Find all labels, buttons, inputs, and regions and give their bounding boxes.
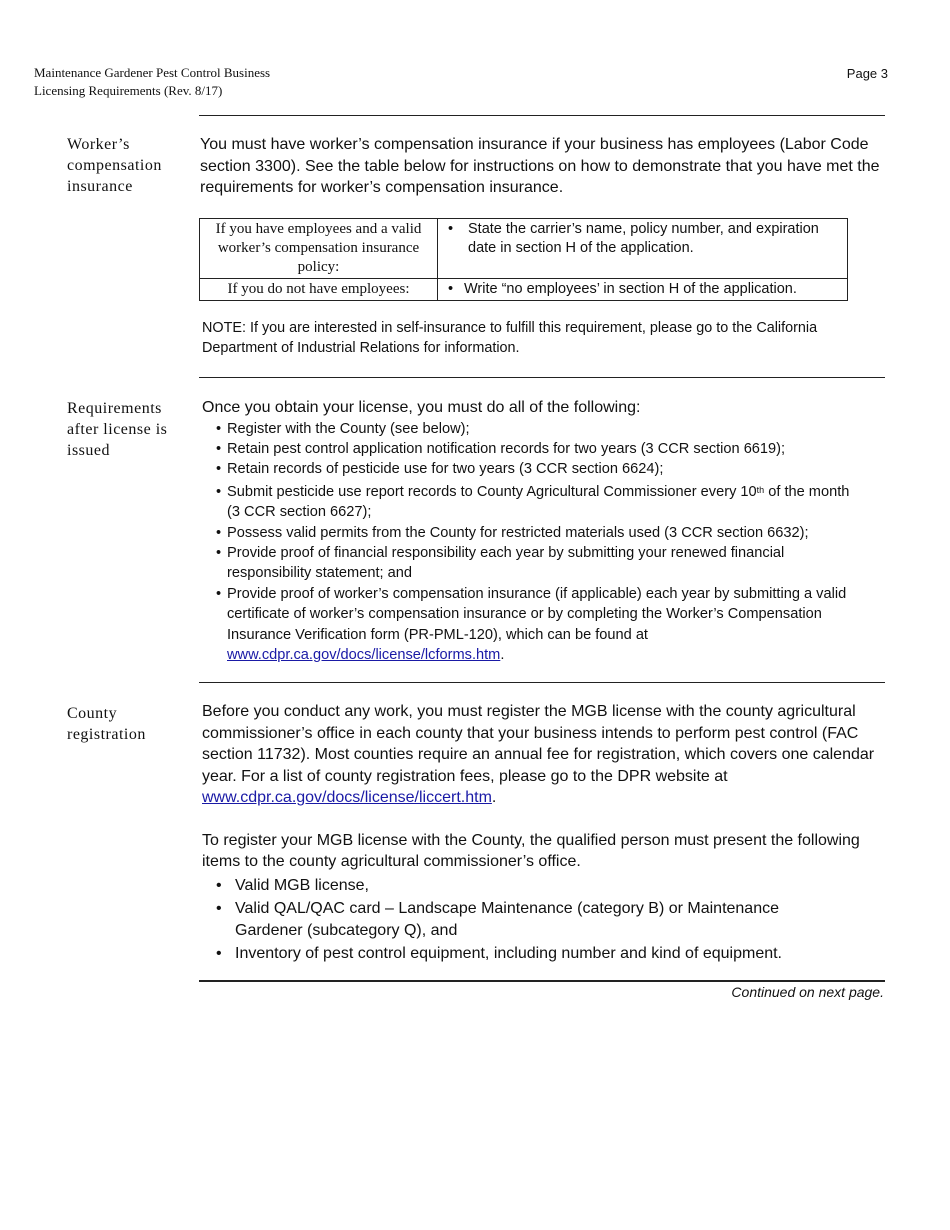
document-header xyxy=(34,64,270,100)
table-cell-condition: If you have employees and a valid worker’s compensation insurance policy: xyxy=(200,219,438,279)
list-item: • Inventory of pest control equipment, including number and kind of equipment. xyxy=(216,945,782,962)
section-label-county-registration: County registration xyxy=(67,705,146,743)
county-requirements-list xyxy=(202,875,892,965)
section-label-workers-comp: Worker’s compensation insurance xyxy=(67,136,162,195)
table-action-text: Write “no employees’ in section H of the application. xyxy=(464,281,797,297)
header-title-line1: Maintenance Gardener Pest Control Business xyxy=(34,65,271,80)
workers-comp-note: NOTE: If you are interested in self-insurance to fulfill this requirement, please go to the California Department of Industrial Relations for information. xyxy=(202,320,818,356)
table-action-text: State the carrier’s name, policy number, and expiration date in section H of the application. xyxy=(468,221,819,256)
section-label-after-license: Requirements after license is issued xyxy=(67,400,168,459)
after-license-section xyxy=(202,397,892,665)
table-row xyxy=(200,279,848,301)
list-item: • Register with the County (see below); xyxy=(216,420,470,437)
section-divider xyxy=(199,980,885,982)
requirements-list xyxy=(202,419,852,666)
list-item: • Valid MGB license, xyxy=(216,876,369,894)
list-item: • Submit pesticide use report records to County Agricultural Commissioner every 10th of the month (3 CCR section 6627); xyxy=(216,483,850,521)
page-number: Page 3 xyxy=(846,66,888,81)
list-item: • Possess valid permits from the County for restricted materials used (3 CCR section 6632); xyxy=(216,524,809,541)
workers-comp-table xyxy=(199,218,848,301)
list-item: • Retain pest control application notification records for two years (3 CCR section 6619); xyxy=(216,440,786,457)
county-registration-section xyxy=(202,701,892,965)
workers-comp-intro: You must have worker’s compensation insurance if your business has employees (Labor Code section 3300). See the table below for instructions on how to demonstrate that you have met the requirements for worker’s compensation insurance. xyxy=(200,136,880,196)
county-para2: To register your MGB license with the County, the qualified person must present the following items to the county agricultural commissioner’s office. xyxy=(202,831,860,870)
list-item: • Provide proof of financial responsibility each year by submitting your renewed financial responsibility statement; and xyxy=(216,544,785,582)
table-cell-condition: If you do not have employees: xyxy=(200,279,438,301)
list-item: • Retain records of pesticide use for two years (3 CCR section 6624); xyxy=(216,461,664,478)
table-cell-action: • Write “no employees’ in section H of the application. xyxy=(438,279,848,301)
table-cell-action: • State the carrier’s name, policy number, and expiration date in section H of the application. xyxy=(438,219,848,279)
county-para1: Before you conduct any work, you must register the MGB license with the county agricultural commissioner’s office in each county that your business intends to perform pest control (FAC section 11732). Most counties require an annual fee for registration, which covers one calendar year. For a list of county registration fees, please go to the DPR website at www.cdpr.ca.gov/docs/license/liccert.htm. xyxy=(202,703,875,806)
liccert-link[interactable]: www.cdpr.ca.gov/docs/license/liccert.htm xyxy=(202,789,492,806)
after-license-intro: Once you obtain your license, you must do all of the following: xyxy=(202,399,641,416)
table-row xyxy=(200,219,848,279)
header-title-line2: Licensing Requirements (Rev. 8/17) xyxy=(34,83,223,98)
section-divider xyxy=(199,377,885,378)
continued-note: Continued on next page. xyxy=(731,984,884,1000)
section-divider xyxy=(199,682,885,683)
section-divider xyxy=(199,115,885,116)
list-item: • Provide proof of worker’s compensation insurance (if applicable) each year by submitting a valid certificate of worker’s compensation insurance or by completing the Worker’s Compensation Insurance Verification form (PR-PML-120), which can be found at www.cdpr.ca.gov/docs/license/lcforms.htm. xyxy=(216,585,847,663)
list-item: • Valid QAL/QAC card – Landscape Maintenance (category B) or Maintenance Gardener (subcategory Q), and xyxy=(216,900,779,939)
lcforms-link[interactable]: www.cdpr.ca.gov/docs/license/lcforms.htm xyxy=(227,646,501,663)
